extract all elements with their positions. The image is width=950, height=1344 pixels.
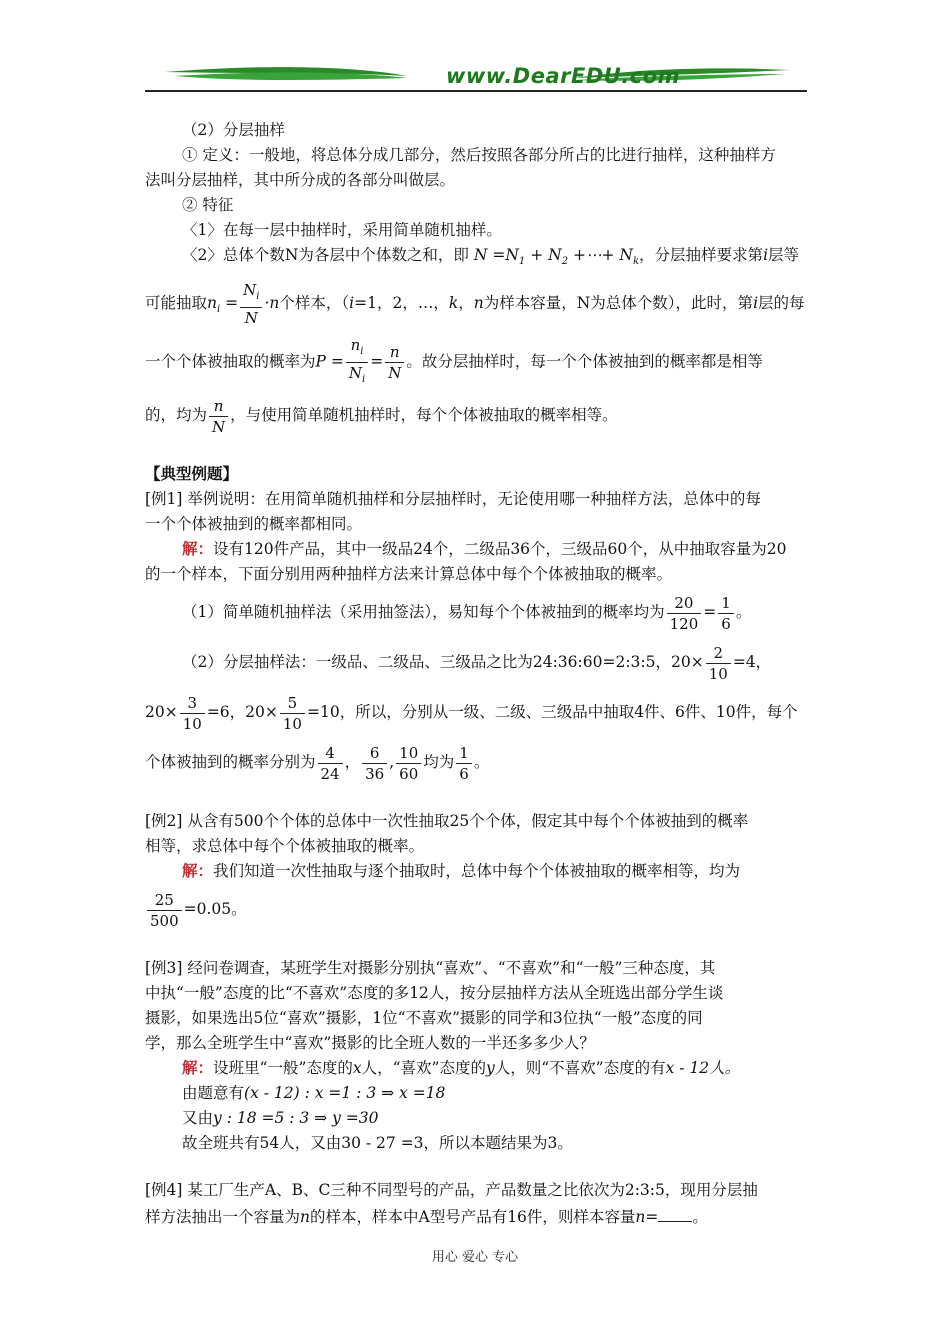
ex2-solution-1: 解：我们知道一次性抽取与逐个抽取时，总体中每个个体被抽取的概率相等，均为	[182, 862, 741, 881]
ex3-question-3: 摄影，如果选出5位“喜欢”摄影，1位“不喜欢”摄影的同学和3位执“一般”态度的同	[145, 1009, 703, 1028]
ex4-question-2: 样方法抽出一个容量为n的样本，样本中A型号产品有16件，则样本容量n= 。	[145, 1203, 809, 1230]
ex1-solution-2: 的一个样本，下面分别用两种抽样方法来计算总体中每个个体被抽取的概率。	[145, 565, 673, 584]
ex1-method-1: （1）简单随机抽样法（采用抽签法），易知每个个体被抽到的概率均为 $\frac{20}{120}$ = $\frac{1}{6}$ 。	[182, 593, 752, 633]
page-footer: 用心 爱心 专心	[431, 1250, 519, 1265]
solution-label: 解：	[182, 540, 214, 559]
stratified-heading: （2）分层抽样	[182, 121, 285, 139]
ex3-solution-4: 故全班共有54人，又由30 - 27 =3，所以本题结果为3。	[182, 1134, 573, 1153]
ex2-question-1: [例2] 从含有500个个体的总体中一次性抽取25个个体，假定其中每个个体被抽到的概率	[145, 812, 749, 831]
ex3-question-4: 学，那么全班学生中“喜欢”摄影的比全班人数的一半还多多少人？	[145, 1034, 595, 1053]
feature-1: 〈1〉在每一层中抽样时，采用简单随机抽样。	[182, 221, 502, 239]
ex2-solution-2: $\frac{25}{500}$ =0.05。	[145, 884, 809, 934]
ex1-question-2: 一个个体被抽到的概率都相同。	[145, 515, 363, 534]
ex1-method-3: 20× $\frac{3}{10}$ =6，20× $\frac{5}{10}$ =10，所以，分别从一级、二级、三级品中抽取4件、6件、10件，每个	[145, 693, 798, 733]
ex3-solution-3: 又由y : 18 =5 : 3 ⇒ y =30	[182, 1109, 379, 1128]
fraction-n-over-N-2: $\frac{n}{N}$	[209, 396, 228, 437]
fraction-ni-over-Ni: $\frac{n_i}{N_i}$	[346, 335, 368, 390]
probability-line: 一个个体被抽取的概率为P = $\frac{n_i}{N_i}$ = $\frac{n}{N}$ 。故分层抽样时，每一个个体被抽到的概率都是相等	[145, 335, 809, 390]
answer-blank	[658, 1203, 692, 1222]
sum-formula: $N =N_1 + N_2$ +⋯+ $N_k$	[473, 246, 640, 268]
fraction-n-over-N: $\frac{n}{N}$	[385, 342, 404, 383]
sample-count-line: 可能抽取$n_i$ = $\frac{N_i}{N}$ ·n个样本，（i=1，2，…，k，n为样本容量，N为总体个数），此时，第i层的每	[145, 281, 805, 328]
ex3-question-2: 中执“一般”态度的比“不喜欢”态度的多12人，按分层抽样方法从全班选出部分学生谈	[145, 984, 724, 1003]
feature-title: ② 特征	[182, 196, 234, 214]
header-banner-text: www.DearEDU.com	[445, 64, 681, 88]
ex1-question-1: [例1] 举例说明：在用简单随机抽样和分层抽样时，无论使用哪一种抽样方法，总体中的每	[145, 490, 761, 509]
ex1-solution-1: 解：设有120件产品，其中一级品24个，二级品36个，三级品60个，从中抽取容量为20	[182, 540, 787, 559]
definition-line-2: 法叫分层抽样，其中所分成的各部分叫做层。	[145, 171, 456, 189]
ex2-question-2: 相等，求总体中每个个体被抽取的概率。	[145, 837, 425, 856]
ex4-question-1: [例4] 某工厂生产A、B、C三种不同型号的产品，产品数量之比依次为2:3:5，现用分层抽	[145, 1181, 758, 1200]
definition-line-1: ① 定义：一般地，将总体分成几部分，然后按照各部分所占的比进行抽样，这种抽样方	[182, 146, 776, 164]
ex3-question-1: [例3] 经问卷调查，某班学生对摄影分别执“喜欢”、“不喜欢”和“一般”三种态度，其	[145, 959, 716, 978]
ex1-method-2: （2）分层抽样法：一级品、二级品、三级品之比为24:36:60=2:3:5，20× $\frac{2}{10}$ =4，	[182, 643, 772, 683]
ex1-method-4: 个体被抽到的概率分别为 $\frac{4}{24}$ ， $\frac{6}{36}$ , $\frac{10}{60}$ 均为 $\frac{1}{6}$ 。	[145, 743, 490, 783]
ex3-solution-1: 解：设班里“一般”态度的x人，“喜欢”态度的y人，则“不喜欢”态度的有x - 12人。	[182, 1059, 741, 1078]
equal-probability-line: 的，均为 $\frac{n}{N}$ ，与使用简单随机抽样时，每个个体被抽取的概率相等。	[145, 396, 618, 436]
header-rule	[145, 90, 807, 92]
examples-title: 【典型例题】	[145, 465, 239, 484]
fraction-Ni-over-N: $\frac{N_i}{N}$	[240, 280, 262, 328]
ex3-solution-2: 由题意有(x - 12) : x =1 : 3 ⇒ x =18	[182, 1084, 446, 1103]
document-body	[145, 118, 809, 1230]
feature-2: 〈2〉总体个数N为各层中个体数之和，即 $N =N_1 + N_2$ +⋯+ $N_k$，分层抽样要求第i层等	[182, 246, 800, 268]
